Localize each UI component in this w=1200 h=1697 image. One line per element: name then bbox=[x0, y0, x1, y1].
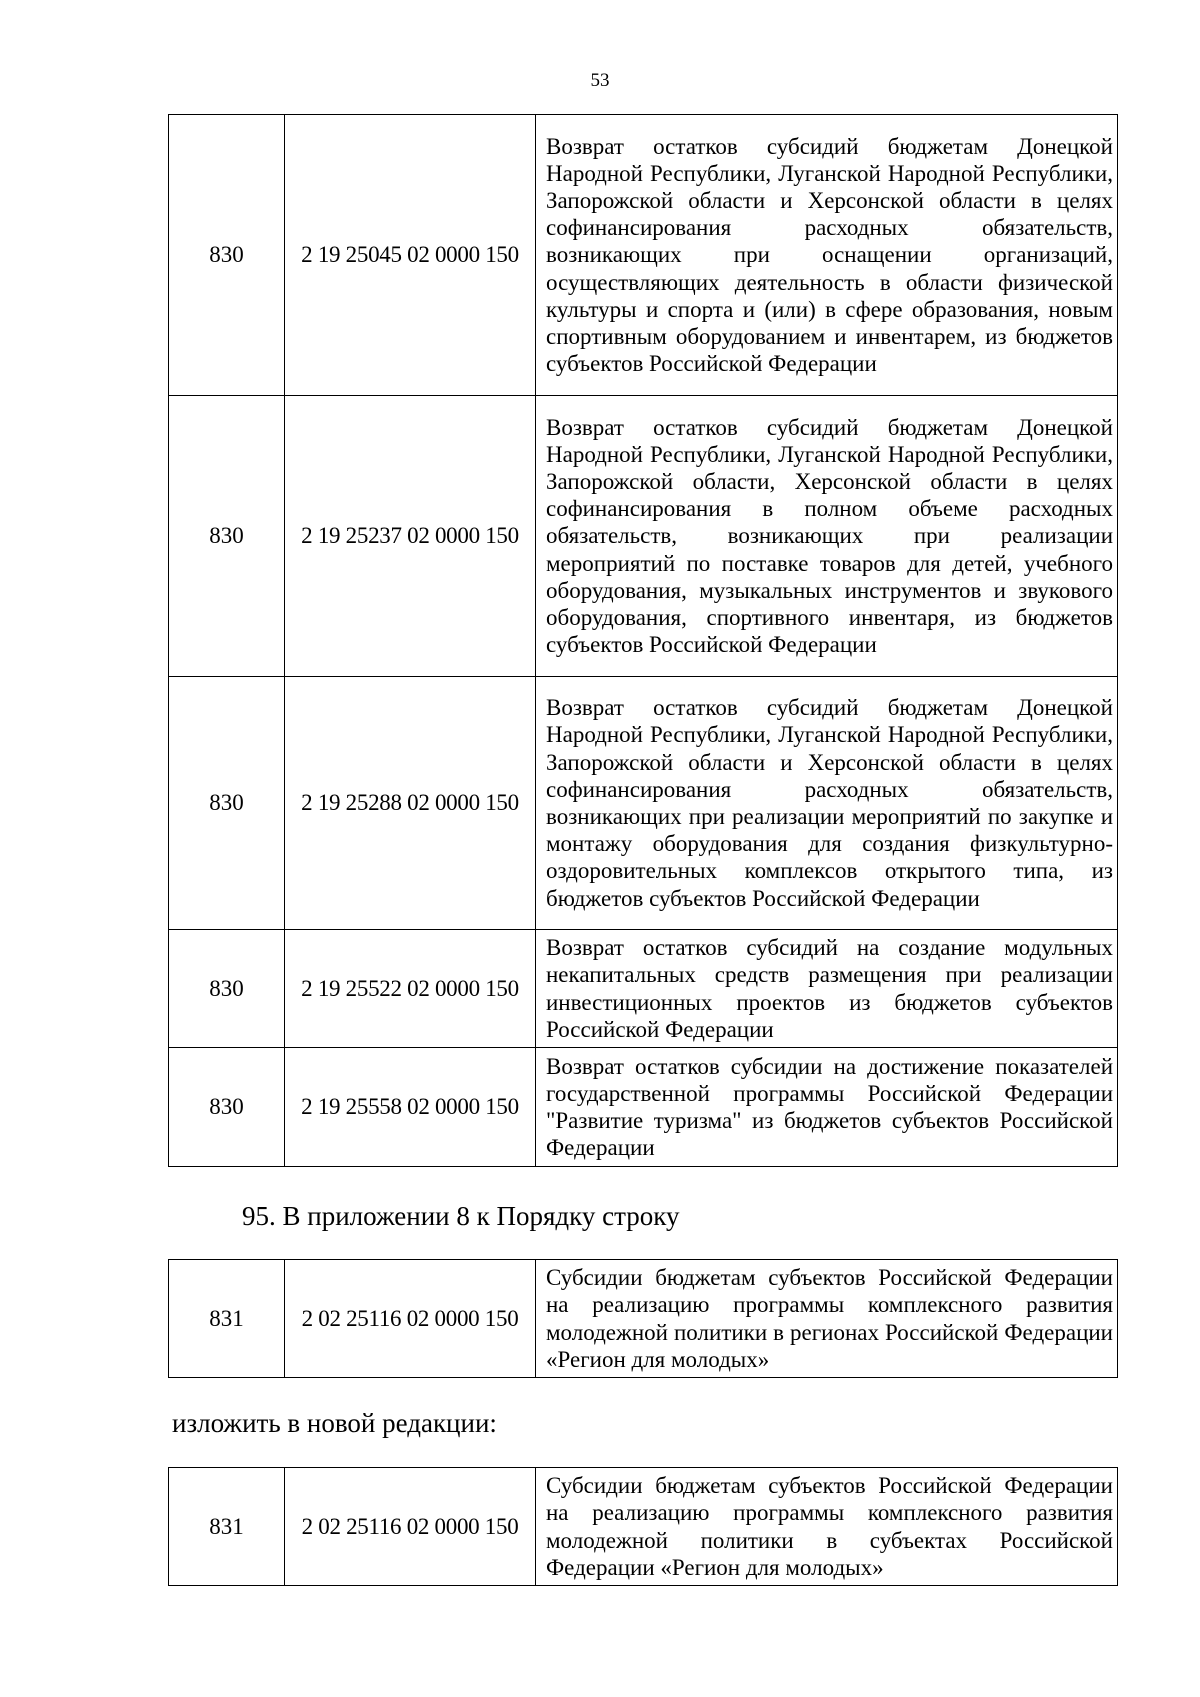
table-row bbox=[169, 115, 1118, 396]
description-cell: Возврат остатков субсидии на достижение показателей государственной программы Российской Федерации "Развитие туризма" из бюджетов субъектов Российской Федерации bbox=[536, 1048, 1118, 1167]
kbk-code-cell: 2 02 25116 02 0000 150 bbox=[285, 1468, 536, 1586]
kbk-code-cell: 2 19 25045 02 0000 150 bbox=[285, 115, 536, 396]
new-row-table bbox=[168, 1467, 1118, 1586]
kbk-code-cell: 2 02 25116 02 0000 150 bbox=[285, 1260, 536, 1378]
paragraph-95: 95. В приложении 8 к Порядку строку bbox=[242, 1201, 680, 1231]
table-row bbox=[169, 930, 1118, 1048]
admin-code-cell: 831 bbox=[169, 1260, 285, 1378]
budget-codes-table bbox=[168, 114, 1118, 1167]
admin-code-cell: 830 bbox=[169, 115, 285, 396]
table-row bbox=[169, 1048, 1118, 1167]
kbk-code-cell: 2 19 25558 02 0000 150 bbox=[285, 1048, 536, 1167]
old-row-table bbox=[168, 1259, 1118, 1378]
table-row bbox=[169, 1260, 1118, 1378]
table-row bbox=[169, 396, 1118, 677]
description-cell: Возврат остатков субсидий бюджетам Донецкой Народной Республики, Луганской Народной Республики, Запорожской области и Херсонской области в целях софинансирования расходных обязательств, возникающих при реализации мероприятий по закупке и монтажу оборудования для создания физкультурно-оздоровительных комплексов открытого типа, из бюджетов субъектов Российской Федерации bbox=[536, 677, 1118, 930]
description-cell: Возврат остатков субсидий на создание модульных некапитальных средств размещения при реализации инвестиционных проектов из бюджетов субъектов Российской Федерации bbox=[536, 930, 1118, 1048]
kbk-code-cell: 2 19 25522 02 0000 150 bbox=[285, 930, 536, 1048]
admin-code-cell: 830 bbox=[169, 396, 285, 677]
table-row bbox=[169, 1468, 1118, 1586]
admin-code-cell: 830 bbox=[169, 677, 285, 930]
description-cell: Возврат остатков субсидий бюджетам Донецкой Народной Республики, Луганской Народной Республики, Запорожской области, Херсонской области в целях софинансирования в полном объеме расходных обязательств, возникающих при реализации мероприятий по поставке товаров для детей, учебного оборудования, музыкальных инструментов и звукового оборудования, спортивного инвентаря, из бюджетов субъектов Российской Федерации bbox=[536, 396, 1118, 677]
table-row bbox=[169, 677, 1118, 930]
admin-code-cell: 831 bbox=[169, 1468, 285, 1586]
admin-code-cell: 830 bbox=[169, 1048, 285, 1167]
description-cell: Субсидии бюджетам субъектов Российской Федерации на реализацию программы комплексного развития молодежной политики в субъектах Российской Федерации «Регион для молодых» bbox=[536, 1468, 1118, 1586]
kbk-code-cell: 2 19 25237 02 0000 150 bbox=[285, 396, 536, 677]
description-cell: Субсидии бюджетам субъектов Российской Федерации на реализацию программы комплексного развития молодежной политики в регионах Российской Федерации «Регион для молодых» bbox=[536, 1260, 1118, 1378]
page-number: 53 bbox=[590, 70, 610, 91]
description-cell: Возврат остатков субсидий бюджетам Донецкой Народной Республики, Луганской Народной Республики, Запорожской области и Херсонской области в целях софинансирования расходных обязательств, возникающих при оснащении организаций, осуществляющих деятельность в области физической культуры и спорта и (или) в сфере образования, новым спортивным оборудованием и инвентарем, из бюджетов субъектов Российской Федерации bbox=[536, 115, 1118, 396]
admin-code-cell: 830 bbox=[169, 930, 285, 1048]
paragraph-new-edition: изложить в новой редакции: bbox=[172, 1408, 497, 1438]
kbk-code-cell: 2 19 25288 02 0000 150 bbox=[285, 677, 536, 930]
